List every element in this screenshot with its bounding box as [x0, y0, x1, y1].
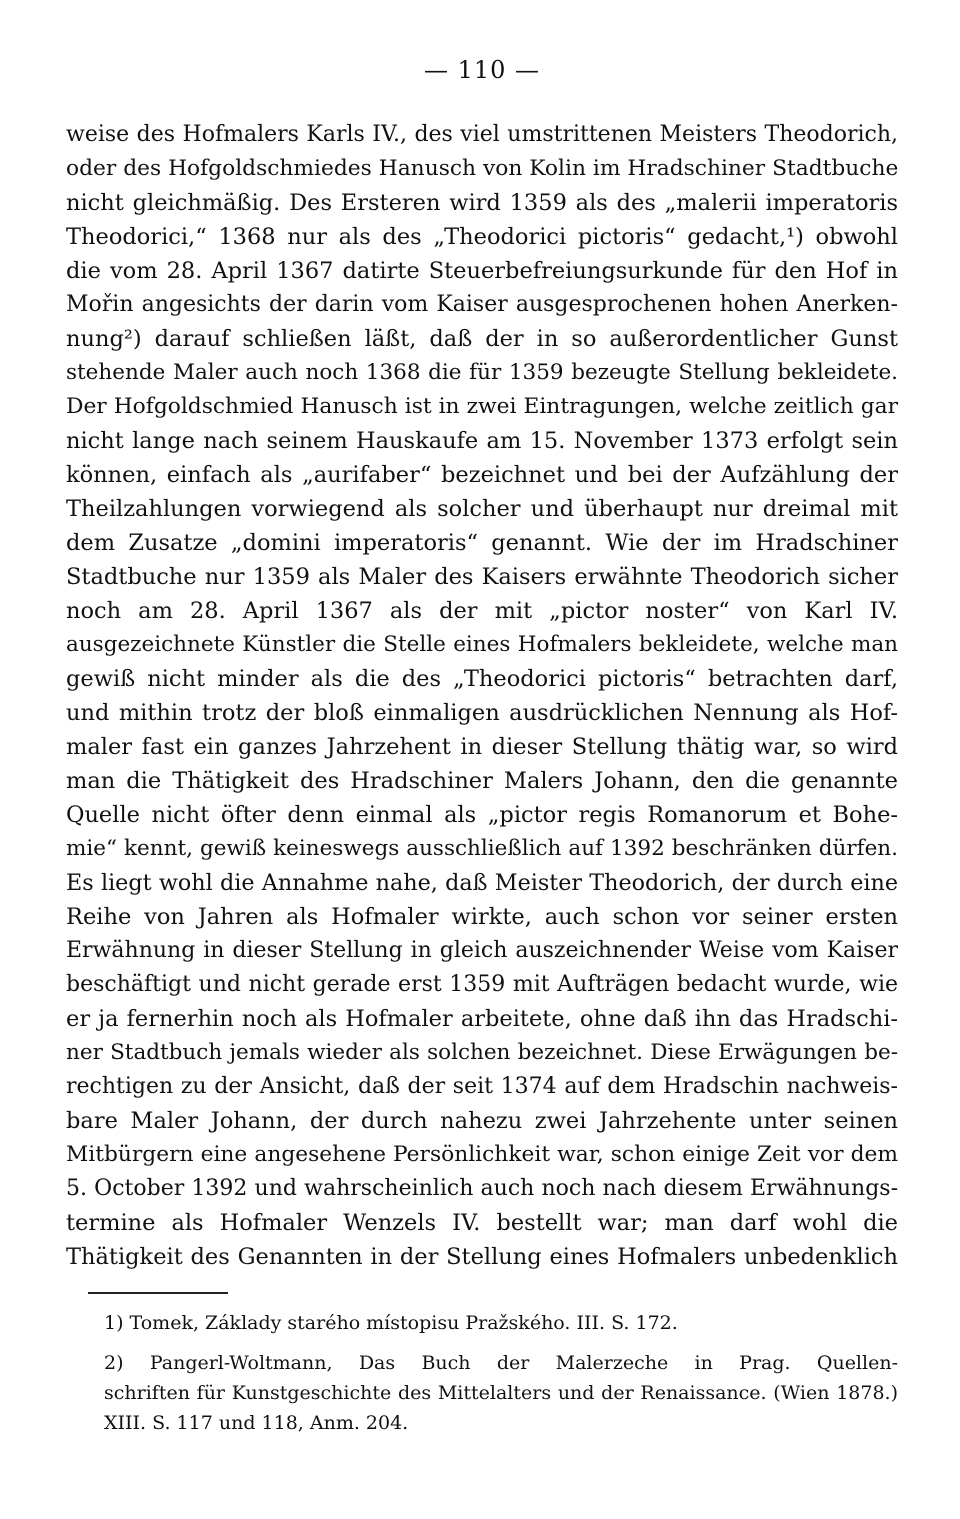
text-line: termine als Hofmaler Wenzels IV. bestellt war; man darf wohl die [66, 1210, 898, 1236]
footnote-2-continued: XIII. S. 117 und 118, Anm. 204. [104, 1412, 409, 1434]
text-line: noch am 28. April 1367 als der mit „pictor noster“ von Karl IV. [66, 598, 898, 624]
text-line: Der Hofgoldschmied Hanusch ist in zwei Eintragungen, welche zeitlich gar [66, 394, 898, 419]
text-line: nung²) darauf schließen läßt, daß der in so außerordentlicher Gunst [66, 326, 898, 352]
text-line: dem Zusatze „domini imperatoris“ genannt. Wie der im Hradschiner [66, 530, 898, 556]
text-line: Thätigkeit des Genannten in der Stellung eines Hofmalers unbedenklich [66, 1244, 898, 1270]
text-line: Stadtbuche nur 1359 als Maler des Kaisers erwähnte Theodorich sicher [66, 564, 898, 590]
text-line: Es liegt wohl die Annahme nahe, daß Meister Theodorich, der durch eine [66, 870, 898, 896]
text-line: Mitbürgern eine angesehene Persönlichkeit war, schon einige Zeit vor dem [66, 1142, 898, 1167]
body-text [66, 118, 898, 1274]
text-line: 5. October 1392 und wahrscheinlich auch noch nach diesem Erwähnungs- [66, 1176, 898, 1201]
text-line: die vom 28. April 1367 datirte Steuerbefreiungsurkunde für den Hof in [66, 258, 898, 284]
footnote-1: 1) Tomek, Základy starého místopisu Pražského. III. S. 172. [104, 1312, 678, 1334]
text-line: und mithin trotz der bloß einmaligen ausdrücklichen Nennung als Hof- [66, 700, 898, 726]
text-line: Reihe von Jahren als Hofmaler wirkte, auch schon vor seiner ersten [66, 904, 898, 930]
text-line: maler fast ein ganzes Jahrzehent in dieser Stellung thätig war, so wird [66, 734, 898, 760]
footnote-2-continued: schriften für Kunstgeschichte des Mittelalters und der Renaissance. (Wien 1878.) [104, 1382, 898, 1404]
text-line: rechtigen zu der Ansicht, daß der seit 1374 auf dem Hradschin nachweis- [66, 1074, 898, 1099]
text-line: ausgezeichnete Künstler die Stelle eines Hofmalers bekleidete, welche man [66, 632, 898, 657]
text-line: bare Maler Johann, der durch nahezu zwei Jahrzehente unter seinen [66, 1108, 898, 1134]
text-line: ner Stadtbuch jemals wieder als solchen bezeichnet. Diese Erwägungen be- [66, 1040, 898, 1065]
text-line: er ja fernerhin noch als Hofmaler arbeitete, ohne daß ihn das Hradschi- [66, 1006, 898, 1032]
footnote-divider [88, 1292, 228, 1294]
footnote-2: 2) Pangerl-Woltmann, Das Buch der Malerzeche in Prag. Quellen- [104, 1352, 898, 1374]
text-line: gewiß nicht minder als die des „Theodorici pictoris“ betrachten darf, [66, 666, 898, 692]
text-line: können, einfach als „aurifaber“ bezeichnet und bei der Aufzählung der [66, 462, 898, 488]
text-line: Erwähnung in dieser Stellung in gleich auszeichnender Weise vom Kaiser [66, 938, 898, 963]
text-line: Theilzahlungen vorwiegend als solcher und überhaupt nur dreimal mit [66, 496, 898, 522]
text-line: beschäftigt und nicht gerade erst 1359 mit Aufträgen bedacht wurde, wie [66, 972, 898, 997]
text-line: mie“ kennt, gewiß keineswegs ausschließlich auf 1392 beschränken dürfen. [66, 836, 898, 861]
text-line: nicht lange nach seinem Hauskaufe am 15. November 1373 erfolgt sein [66, 428, 898, 454]
footnotes [66, 1308, 898, 1438]
text-line: nicht gleichmäßig. Des Ersteren wird 1359 als des „malerii imperatoris [66, 190, 898, 216]
text-line: Theodorici,“ 1368 nur als des „Theodorici pictoris“ gedacht,¹) obwohl [66, 224, 898, 250]
text-line: stehende Maler auch noch 1368 die für 1359 bezeugte Stellung bekleidete. [66, 360, 898, 385]
text-line: Quelle nicht öfter denn einmal als „pictor regis Romanorum et Bohe- [66, 802, 898, 828]
text-line: weise des Hofmalers Karls IV., des viel umstrittenen Meisters Theodorich, [66, 122, 898, 147]
text-line: oder des Hofgoldschmiedes Hanusch von Kolin im Hradschiner Stadtbuche [66, 156, 898, 181]
text-line: man die Thätigkeit des Hradschiner Malers Johann, den die genannte [66, 768, 898, 794]
text-line: Mořin angesichts der darin vom Kaiser ausgesprochenen hohen Anerken- [66, 292, 898, 317]
page-number: — 110 — [423, 56, 541, 84]
document-page [66, 0, 898, 1519]
